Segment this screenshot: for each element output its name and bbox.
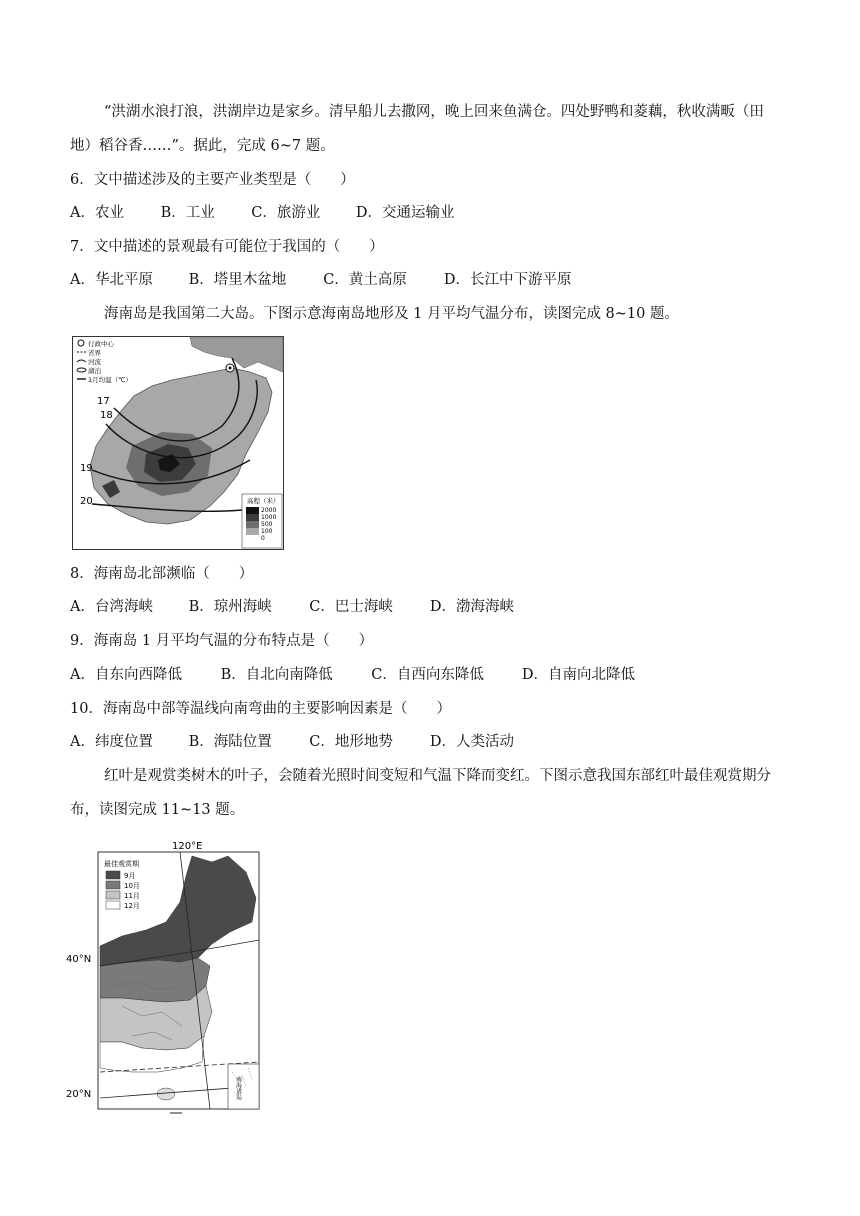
red-leaf-map [62,836,272,1118]
question-6-stem: 6．文中描述涉及的主要产业类型是（ ） [70,172,355,188]
isotherm-label-20: 20 [80,496,93,507]
longitude-label-120e: 120°E [172,841,203,852]
isotherm-label-18: 18 [100,410,113,421]
legend-river: 河流 [88,358,101,366]
legend-swatch-november [106,891,120,899]
legend-capital: 行政中心 [88,340,114,348]
elevation-label-100: 100 [261,528,273,535]
question-9-option-c[interactable]: C．自西向东降低 [371,667,484,683]
legend-title: 最佳观赏期 [104,860,139,868]
question-8-options [70,597,514,617]
hainan-map [72,336,284,550]
passage-2: 海南岛是我国第二大岛。下图示意海南岛地形及 1 月平均气温分布，读图完成 8~10 题。 [104,306,679,322]
elevation-legend-title: 高程（米） [247,497,280,505]
elevation-legend [242,494,282,548]
question-8-stem: 8．海南岛北部濒临（ ） [70,566,254,582]
elevation-label-0: 0 [261,535,265,542]
question-9-option-d[interactable]: D．自南向北降低 [521,667,635,683]
isotherm-label-19: 19 [80,463,93,474]
hainan-shape [157,1088,175,1100]
elevation-label-2000: 2000 [261,507,277,514]
question-10-options [70,732,514,752]
inset-label: 南海诸岛 [234,1076,242,1100]
question-10-option-b[interactable]: B．海陆位置 [188,734,272,750]
question-10-option-c[interactable]: C．地形地势 [309,734,393,750]
question-10-stem: 10．海南岛中部等温线向南弯曲的主要影响因素是（ ） [70,701,451,717]
question-7-option-d[interactable]: D．长江中下游平原 [443,272,572,288]
question-7-options [70,270,571,290]
legend-label-december: 12月 [124,902,140,910]
question-7-option-b[interactable]: B．塔里木盆地 [188,272,287,288]
question-6-option-a[interactable]: A．农业 [70,205,124,221]
question-6-option-b[interactable]: B．工业 [160,205,215,221]
question-6-option-d[interactable]: D．交通运输业 [355,205,455,221]
hainan-map-figure [72,336,284,550]
elevation-label-1000: 1000 [261,514,277,521]
question-7-stem: 7．文中描述的景观最有可能位于我国的（ ） [70,239,384,255]
legend-swatch-october [106,881,120,889]
legend-boundary: 省界 [88,349,101,357]
question-10-option-a[interactable]: A．纬度位置 [70,734,153,750]
elevation-swatch-500 [246,521,259,528]
question-6-options [70,203,454,223]
question-9-option-b[interactable]: B．自北向南降低 [220,667,333,683]
legend-isotherm: 1月均温（℃） [88,376,132,384]
question-6-option-c[interactable]: C．旅游业 [251,205,321,221]
elevation-swatch-2000 [246,507,259,514]
elevation-swatch-100 [246,528,259,535]
legend-label-september: 9月 [124,872,136,880]
question-7-option-a[interactable]: A．华北平原 [70,272,153,288]
isotherm-label-17: 17 [97,396,110,407]
legend-label-october: 10月 [124,882,140,890]
passage-1-line-2: 地）稻谷香……”。据此，完成 6~7 题。 [70,138,335,154]
red-leaf-map-figure [62,836,272,1118]
question-9-option-a[interactable]: A．自东向西降低 [70,667,182,683]
latitude-label-40n: 40°N [66,954,92,965]
question-8-option-a[interactable]: A．台湾海峡 [70,599,153,615]
elevation-swatch-1000 [246,514,259,521]
question-8-option-d[interactable]: D．渤海海峡 [429,599,514,615]
question-7-option-c[interactable]: C．黄土高原 [323,272,407,288]
legend-lake: 湖泊 [88,367,101,375]
south-china-sea-inset [228,1064,259,1109]
legend-swatch-september [106,871,120,879]
passage-3-line-1: 红叶是观赏类树木的叶子，会随着光照时间变短和气温下降而变红。下图示意我国东部红叶最佳观赏期分 [104,768,771,784]
question-9-options [70,665,635,685]
latitude-label-20n: 20°N [66,1089,92,1100]
elevation-label-500: 500 [261,521,273,528]
question-9-stem: 9．海南岛 1 月平均气温的分布特点是（ ） [70,633,374,649]
passage-1-line-1: “洪湖水浪打浪，洪湖岸边是家乡。清早船儿去撒网，晚上回来鱼满仓。四处野鸭和菱藕，秋收满畈（田 [104,104,764,120]
question-8-option-c[interactable]: C．巴士海峡 [309,599,393,615]
passage-3-line-2: 布，读图完成 11~13 题。 [70,802,245,818]
legend-label-november: 11月 [124,892,140,900]
question-10-option-d[interactable]: D．人类活动 [429,734,514,750]
legend-swatch-december [106,901,120,909]
question-8-option-b[interactable]: B．琼州海峡 [188,599,272,615]
